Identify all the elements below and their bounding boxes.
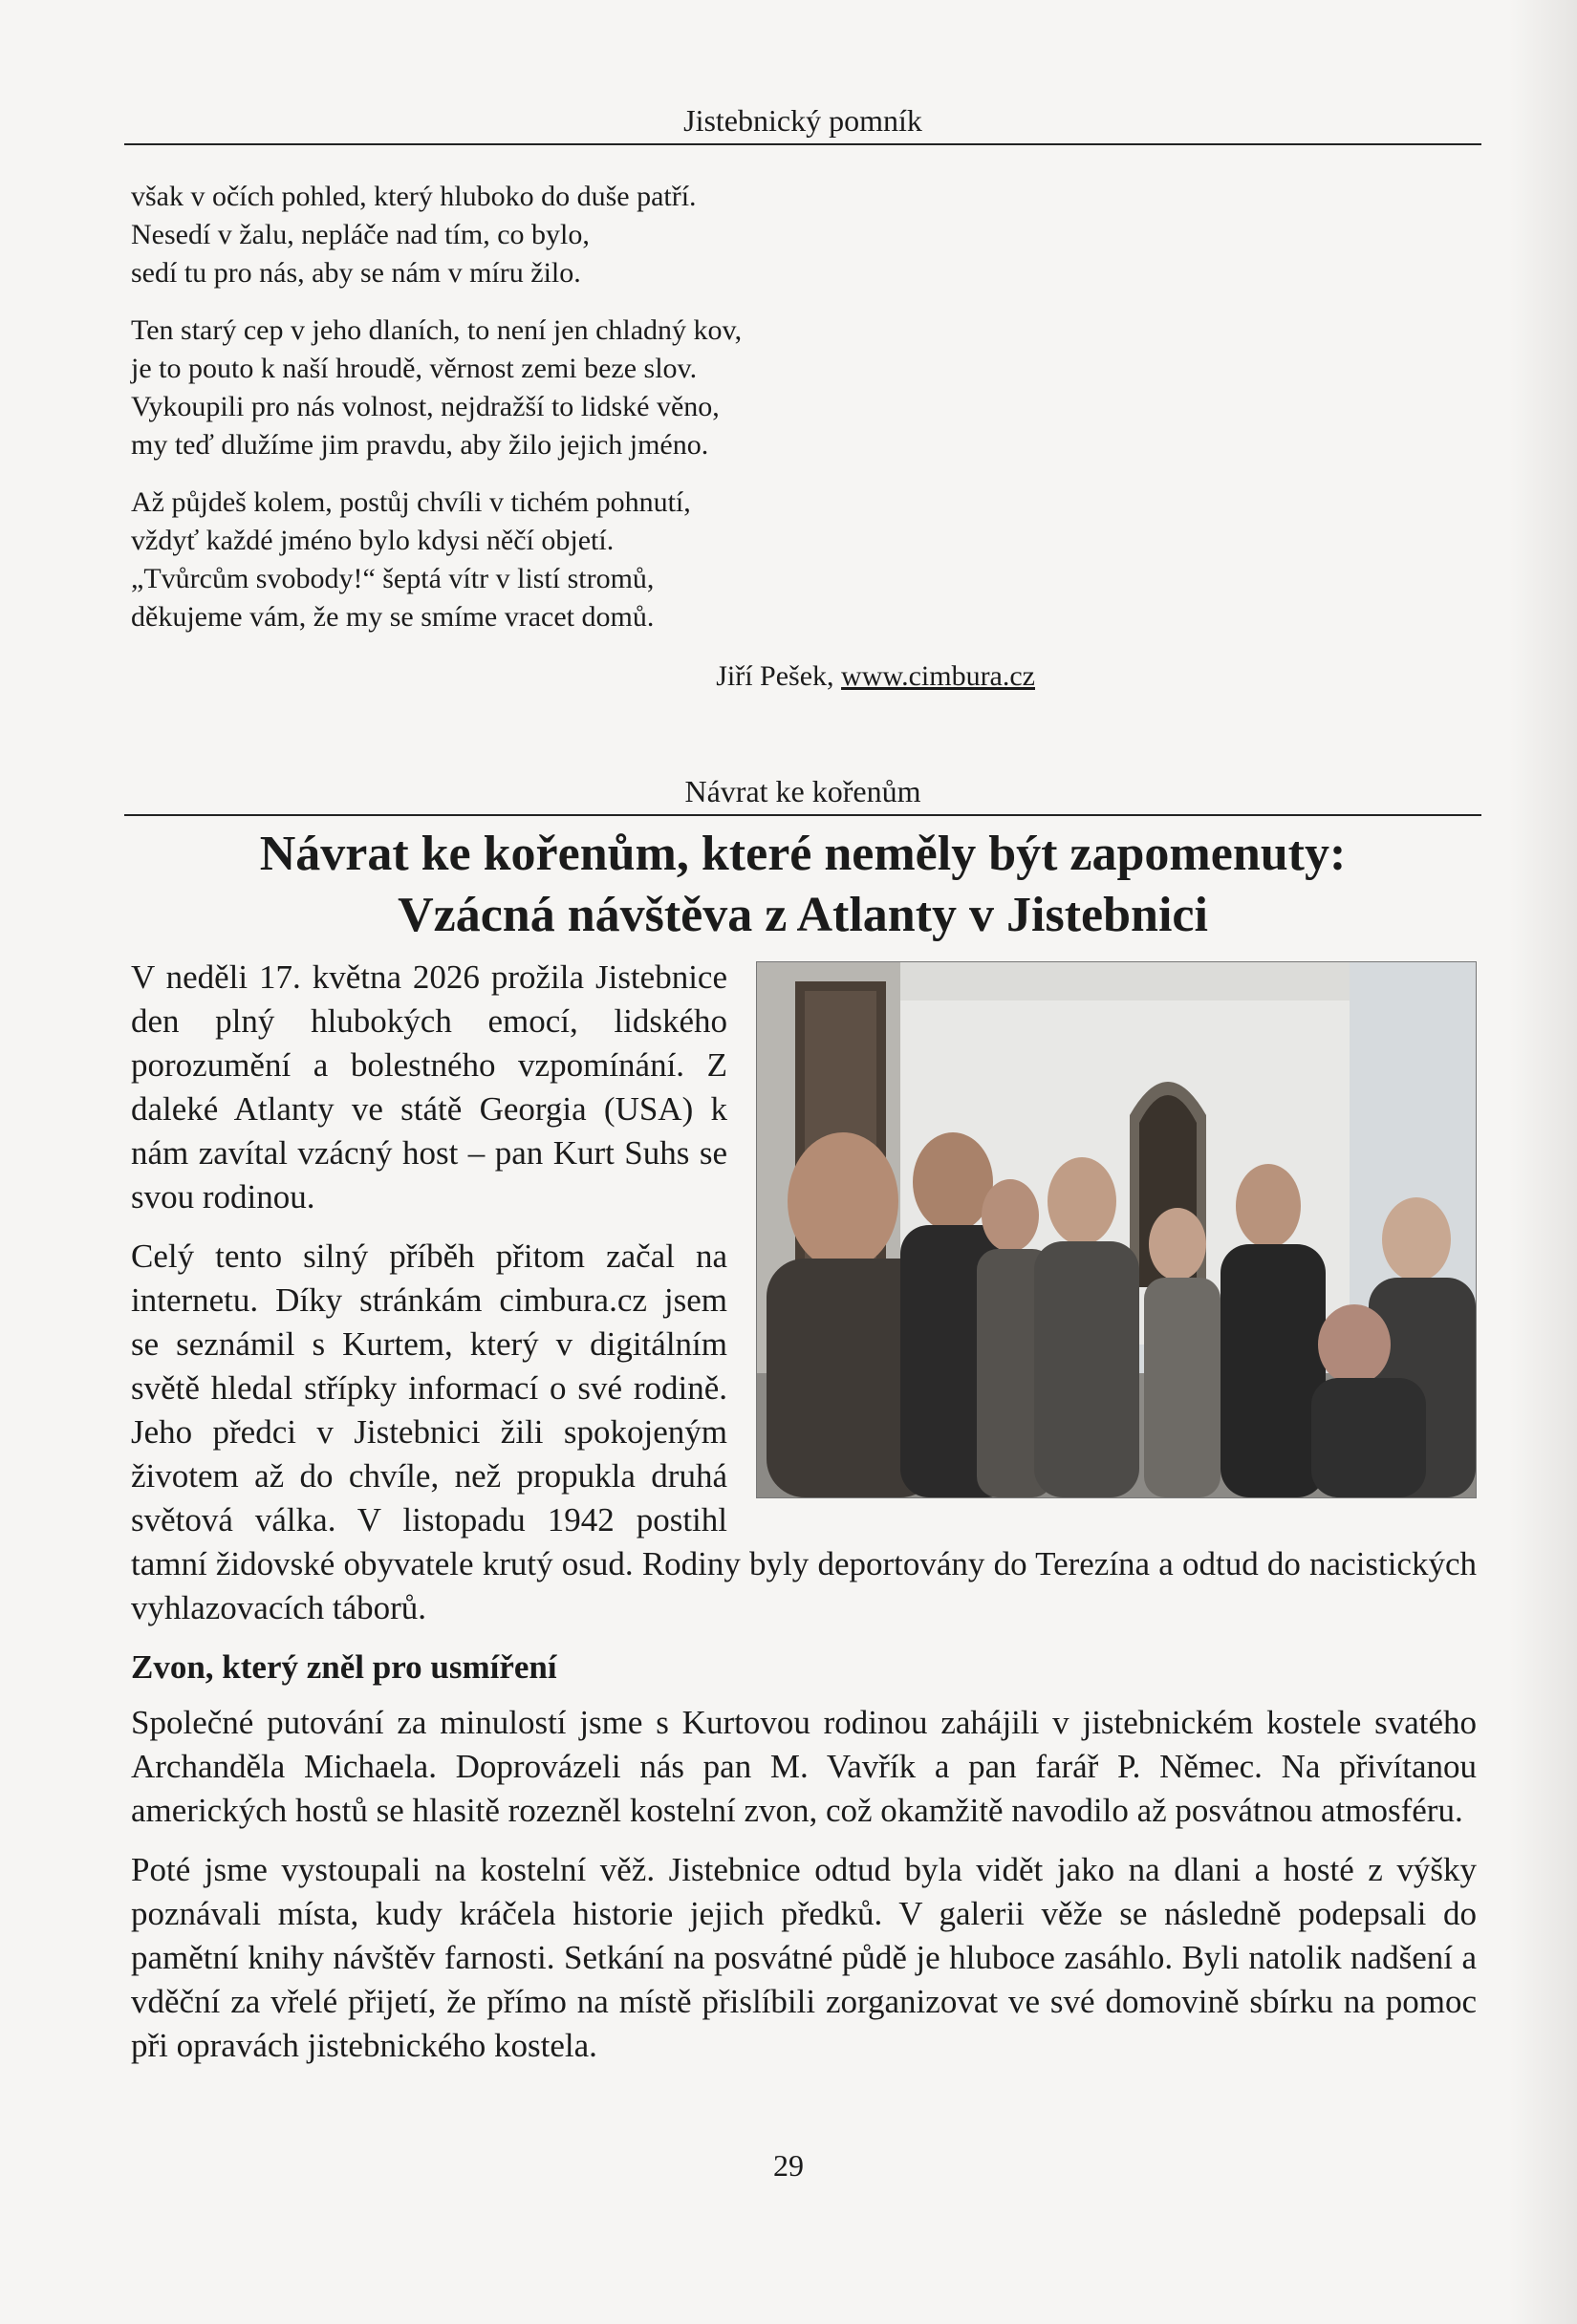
poem-line: Ten starý cep v jeho dlaních, to není jen chladný kov, — [131, 314, 743, 346]
article-paragraph: Celý tento silný příběh přitom začal na internetu. Díky stránkám cimbura.cz jsem se seznámil s Kurtem, který v digitálním světě hledal střípky informací o své rodině. Jeho předci v Jistebnici žili spokojeným životem až do chvíle, než propukla druhá světová válka. V listopadu 1942 postihl tamní židovské obyvatele krutý osud. Rodiny byly deportovány do Terezína a odtud do nacistických vyhlazovacích táborů. — [131, 1237, 1477, 1626]
poem — [131, 178, 1048, 656]
section-header-monument: Jistebnický pomník — [124, 101, 1481, 145]
poem-signature — [131, 657, 1035, 696]
website-link[interactable]: www.cimbura.cz — [841, 660, 1035, 692]
article-paragraph: Poté jsme vystoupali na kostelní věž. Jistebnice odtud byla vidět jako na dlani a hosté z výšky poznávali místa, kudy kráčela historie jejich předků. V galerii věže se následně podepsali do pamětní knihy návštěv farnosti. Setkání na posvátné půdě je hluboce zasáhlo. Byli natolik nadšení a vděční za vřelé přijetí, že přímo na místě přislíbili zorganizovat ve své domovině sbírku na pomoc při opravách jistebnického kostela. — [131, 1851, 1477, 2064]
article-paragraph: Společné putování za minulostí jsme s Kurtovou rodinou zahájili v jistebnickém kostele svatého Archanděla Michaela. Doprovázeli nás pan M. Vavřík a pan farář P. Němec. Na přivítanou amerických hostů se hlasitě rozezněl kostelní zvon, což okamžitě navodilo až posvátnou atmosféru. — [131, 1704, 1477, 1829]
poem-line: Až půjdeš kolem, postůj chvíli v tichém pohnutí, — [131, 486, 691, 518]
poem-stanza — [131, 484, 1048, 636]
poem-line: vždyť každé jméno bylo kdysi něčí objetí. — [131, 525, 615, 556]
group-photo — [756, 961, 1477, 1498]
poem-line: je to pouto k naší hroudě, věrnost zemi beze slov. — [131, 353, 698, 384]
section-header-article: Návrat ke kořenům — [124, 772, 1481, 816]
poem-author: Jiří Pešek, — [716, 660, 834, 692]
poem-line: děkujeme vám, že my se smíme vracet domů. — [131, 601, 655, 633]
article-body — [131, 956, 1477, 2083]
poem-line: Vykoupili pro nás volnost, nejdražší to lidské věno, — [131, 391, 720, 422]
poem-line: sedí tu pro nás, aby se nám v míru žilo. — [131, 257, 581, 289]
poem-stanza — [131, 312, 1048, 464]
page-number: 29 — [773, 2148, 804, 2183]
poem-stanza — [131, 178, 1048, 292]
article-title-line: Návrat ke kořenům, které neměly být zapomenuty: — [259, 827, 1347, 881]
article-title — [124, 824, 1481, 946]
article-subheading: Zvon, který zněl pro usmíření — [131, 1648, 557, 1686]
article-paragraph: V neděli 17. května 2026 prožila Jistebnice den plný hlubokých emocí, lidského porozumění a bolestného vzpomínání. Z daleké Atlanty ve státě Georgia (USA) k nám zavítal vzácný host – pan Kurt Suhs se svou rodinou. — [131, 958, 727, 1216]
poem-line: však v očích pohled, který hluboko do duše patří. — [131, 181, 697, 212]
article-title-line: Vzácná návštěva z Atlanty v Jistebnici — [398, 888, 1208, 942]
poem-line: my teď dlužíme jim pravdu, aby žilo jejich jméno. — [131, 429, 709, 461]
bleed-through-shadow — [1510, 0, 1577, 2324]
poem-line: Nesedí v žalu, nepláče nad tím, co bylo, — [131, 219, 590, 250]
poem-line: „Tvůrcům svobody!“ šeptá vítr v listí stromů, — [131, 563, 655, 594]
